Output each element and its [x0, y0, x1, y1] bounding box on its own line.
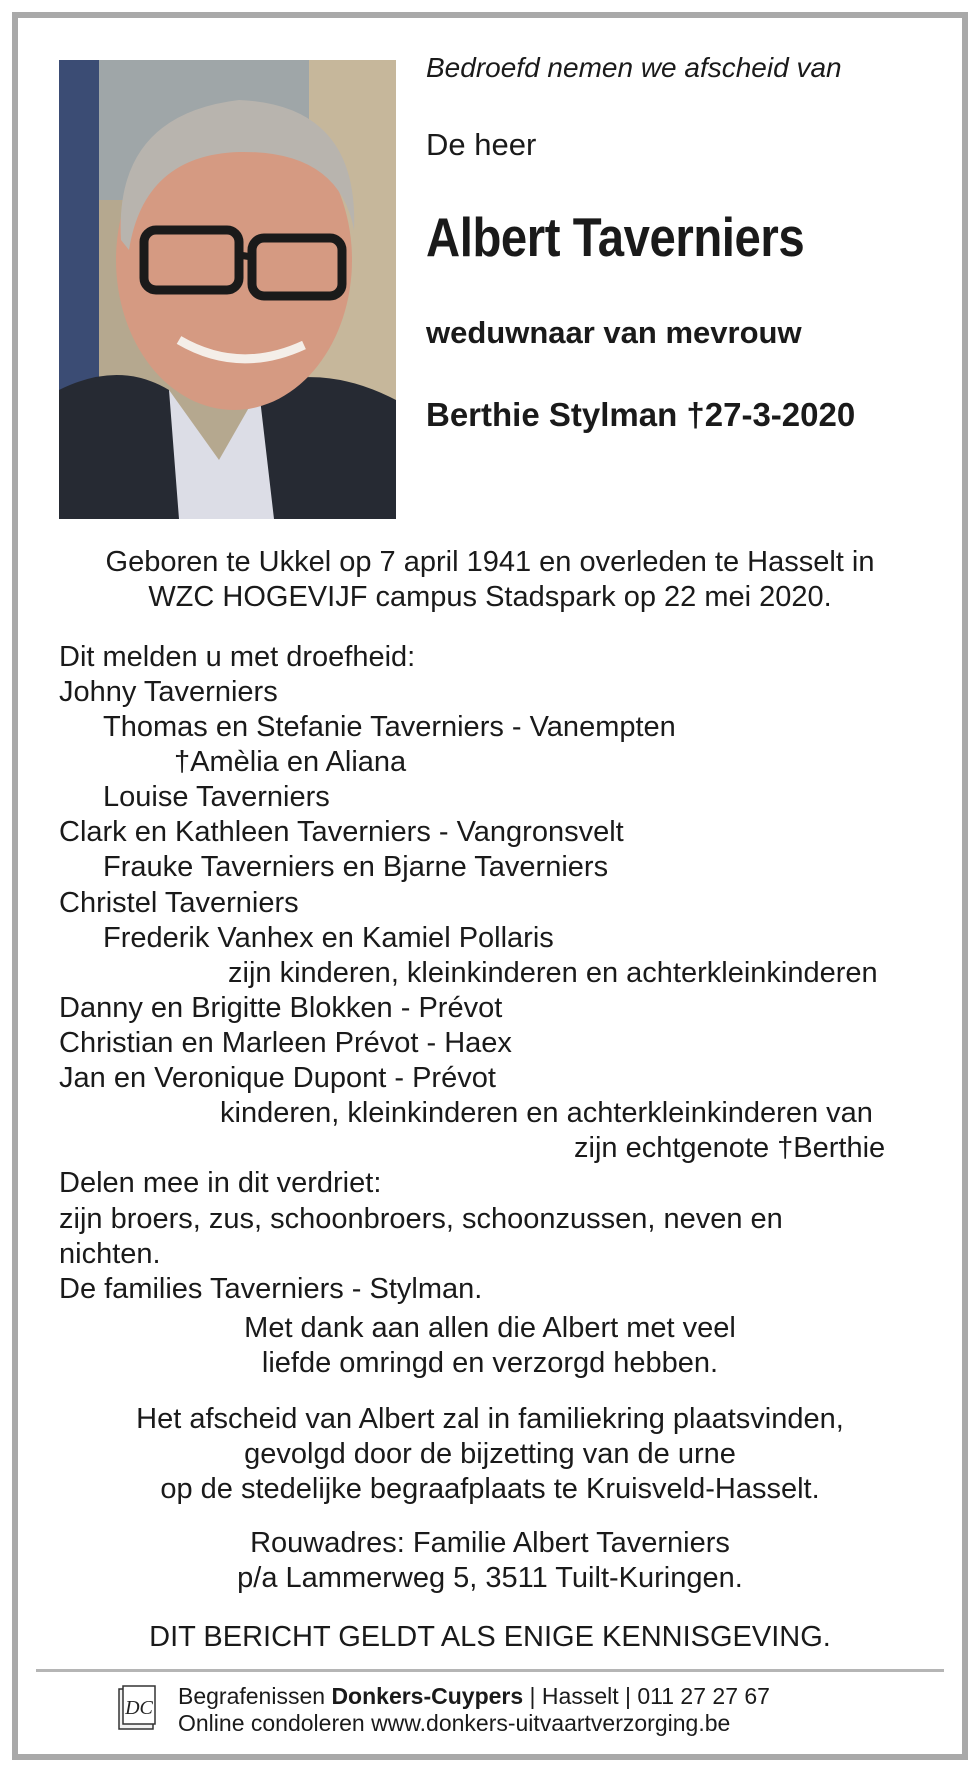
family-line: Jan en Veronique Dupont - Prévot — [59, 1062, 496, 1094]
family-line: Danny en Brigitte Blokken - Prévot — [59, 992, 503, 1024]
family-line: kinderen, kleinkinderen en achterkleinkinderen van — [220, 1097, 873, 1129]
family-line: Johny Taverniers — [59, 676, 278, 708]
farewell-line-2: gevolgd door de bijzetting van de urne — [244, 1438, 736, 1470]
family-line: nichten. — [59, 1238, 161, 1270]
family-line: zijn broers, zus, schoonbroers, schoonzussen, neven en — [59, 1203, 783, 1235]
family-line: Christel Taverniers — [59, 887, 299, 919]
thanks-line-1: Met dank aan allen die Albert met veel — [244, 1312, 736, 1344]
widower-of: weduwnaar van mevrouw — [426, 315, 802, 350]
footer-suffix: | Hasselt | 011 27 27 67 — [523, 1683, 770, 1709]
birth-line-1: Geboren te Ukkel op 7 april 1941 en overleden te Hasselt in — [105, 546, 875, 578]
footer-company: Donkers-Cuypers — [331, 1683, 524, 1709]
family-line: zijn echtgenote †Berthie — [574, 1132, 886, 1164]
family-line: De families Taverniers - Stylman. — [59, 1273, 483, 1305]
family-line: zijn kinderen, kleinkinderen en achterkleinkinderen — [228, 957, 878, 989]
logo-letters: DC — [125, 1697, 153, 1719]
farewell-line-1: Het afscheid van Albert zal in familiekring plaatsvinden, — [136, 1403, 844, 1435]
footer-line-1 — [178, 1683, 770, 1710]
family-line: Delen mee in dit verdriet: — [59, 1167, 382, 1199]
family-line: Louise Taverniers — [103, 781, 330, 813]
portrait-photo — [59, 60, 396, 519]
family-line: Frauke Taverniers en Bjarne Taverniers — [103, 851, 609, 883]
thanks-line-2: liefde omringd en verzorgd hebben. — [261, 1347, 719, 1379]
family-line: Christian en Marleen Prévot - Haex — [59, 1027, 512, 1059]
deceased-name: Albert Taverniers — [426, 206, 805, 268]
family-intro: Dit melden u met droefheid: — [59, 641, 416, 673]
notice-text: DIT BERICHT GELDT ALS ENIGE KENNISGEVING. — [149, 1621, 831, 1653]
family-line: Thomas en Stefanie Taverniers - Vanempten — [103, 711, 676, 743]
address-line-1: Rouwadres: Familie Albert Taverniers — [250, 1527, 730, 1559]
birth-line-2: WZC HOGEVIJF campus Stadspark op 22 mei 2020. — [148, 581, 832, 613]
footer-divider — [36, 1669, 944, 1672]
family-line: Clark en Kathleen Taverniers - Vangronsvelt — [59, 816, 624, 848]
intro-text: Bedroefd nemen we afscheid van — [426, 52, 842, 83]
footer-prefix: Begrafenissen — [178, 1683, 332, 1709]
spouse-name: Berthie Stylman †27-3-2020 — [426, 396, 856, 433]
farewell-line-3: op de stedelijke begraafplaats te Kruisveld-Hasselt. — [160, 1473, 820, 1505]
family-line: †Amèlia en Aliana — [174, 746, 407, 778]
funeral-home-logo-icon — [116, 1684, 158, 1732]
salutation: De heer — [426, 127, 537, 162]
footer-line-2: Online condoleren www.donkers-uitvaartverzorging.be — [178, 1710, 731, 1736]
address-line-2: p/a Lammerweg 5, 3511 Tuilt-Kuringen. — [237, 1562, 743, 1594]
family-line: Frederik Vanhex en Kamiel Pollaris — [103, 922, 554, 954]
